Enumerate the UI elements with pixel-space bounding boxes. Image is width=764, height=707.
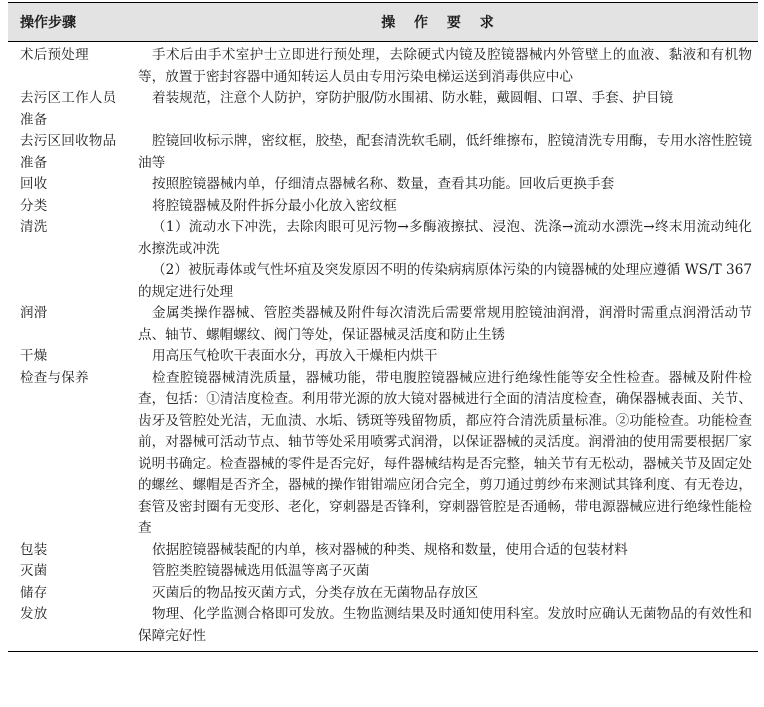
table-row <box>8 131 758 174</box>
table-row <box>8 217 758 303</box>
requirement-text: 依据腔镜器械装配的内单，核对器械的种类、规格和数量，使用合适的包装材料 <box>152 541 628 558</box>
requirement-text: 着装规范，注意个人防护，穿防护服/防水围裙、防水鞋，戴圆帽、口罩、手套、护目镜 <box>152 90 674 106</box>
requirement-text: 腔镜回收标示牌，密纹框，胶垫，配套清洗软毛刷，低纤维擦布，腔镜清洗专用酶，专用水溶性腔镜油等 <box>138 133 752 171</box>
requirement-text: 管腔类腔镜器械选用低温等离子灭菌 <box>152 563 370 579</box>
procedure-table-container <box>8 2 758 652</box>
step-name: 去污区回收物品准备 <box>20 133 117 171</box>
header-step: 操作步骤 <box>8 3 124 42</box>
step-requirement <box>124 583 758 605</box>
step-requirement <box>124 346 758 368</box>
step-name: 去污区工作人员准备 <box>20 90 117 128</box>
step-requirement <box>124 368 758 540</box>
table-row <box>8 346 758 368</box>
step-name: 包装 <box>20 541 48 558</box>
step-requirement <box>124 131 758 174</box>
requirement-text: 手术后由手术室护士立即进行预处理，去除硬式内镜及腔镜器械内外管壁上的血液、黏液和有机物等，放置于密封容器中通知转运人员由专用污染电梯运送到消毒供应中心 <box>138 47 752 85</box>
requirement-text: 物理、化学监测合格即可发放。生物监测结果及时通知使用科室。发放时应确认无菌物品的有效性和保障完好性 <box>138 606 752 644</box>
step-requirement <box>124 174 758 196</box>
step-requirement <box>124 88 758 131</box>
requirement-text: 检查腔镜器械清洗质量，器械功能，带电腹腔镜器械应进行绝缘性能等安全性检查。器械及附件检查，包括：①清洁度检查。利用带光源的放大镜对器械进行全面的清洁度检查，确保器械表面、关节、齿牙及管腔处光洁，无血渍、水垢、锈斑等残留物质，都应符合清洗质量标准。②功能检查。功能检查前，对器械可活动节点、轴节等处采用喷雾式润滑，以保证器械的灵活度。润滑油的使用需要根据厂家说明书确定。检查器械的零件是否完好，每件器械结构是否完整，轴关节有无松动，器械关节及固定处的螺丝、螺帽是否齐全，器械的操作钳钳端应闭合完全，剪刀通过剪纱布来测试其锋利度、有无卷边，套管及密封圈有无变形、老化，穿刺器是否锋利，穿刺器管腔是否通畅，带电源器械应进行绝缘性能检查 <box>138 369 752 536</box>
step-requirement <box>124 604 758 652</box>
table-row <box>8 583 758 605</box>
step-name: 检查与保养 <box>20 369 89 386</box>
step-requirement <box>124 196 758 218</box>
step-requirement <box>124 217 758 303</box>
requirement-text: （2）被朊毒体或气性坏疽及突发原因不明的传染病病原体污染的内镜器械的处理应遵循 WS/T 367 的规定进行处理 <box>138 262 752 300</box>
step-requirement <box>124 561 758 583</box>
procedure-table <box>8 2 758 652</box>
table-row <box>8 88 758 131</box>
table-row <box>8 604 758 652</box>
step-name: 灭菌 <box>20 563 48 579</box>
step-name: 回收 <box>20 176 48 192</box>
requirement-text: 金属类操作器械、管腔类器械及附件每次清洗后需要常规用腔镜油润滑，润滑时需重点润滑活动节点、轴节、螺帽螺纹、阀门等处，保证器械灵活度和防止生锈 <box>138 305 752 343</box>
step-name: 术后预处理 <box>20 47 89 63</box>
requirement-text: （1）流动水下冲洗，去除肉眼可见污物→多酶液擦拭、浸泡、洗涤→流动水漂洗→终末用流动纯化水擦洗或冲洗 <box>138 219 752 257</box>
step-name: 干燥 <box>20 348 48 364</box>
table-row <box>8 196 758 218</box>
requirement-text: 用高压气枪吹干表面水分，再放入干燥柜内烘干 <box>152 348 438 364</box>
table-header-row <box>8 3 758 42</box>
table-row <box>8 174 758 196</box>
step-name: 清洗 <box>20 219 48 235</box>
table-row <box>8 42 758 89</box>
header-requirement: 操 作 要 求 <box>124 3 758 42</box>
step-requirement <box>124 540 758 562</box>
step-requirement <box>124 42 758 89</box>
table-row <box>8 303 758 346</box>
table-row <box>8 561 758 583</box>
step-name: 润滑 <box>20 305 48 321</box>
requirement-text: 按照腔镜器械内单，仔细清点器械名称、数量，查看其功能。回收后更换手套 <box>152 176 615 192</box>
step-name: 发放 <box>8 604 124 652</box>
step-requirement <box>124 303 758 346</box>
requirement-text: 将腔镜器械及附件拆分最小化放入密纹框 <box>152 197 397 214</box>
table-row <box>8 368 758 540</box>
step-name: 储存 <box>20 584 48 601</box>
step-name: 分类 <box>20 197 48 214</box>
table-row <box>8 540 758 562</box>
requirement-text: 灭菌后的物品按灭菌方式，分类存放在无菌物品存放区 <box>152 584 479 601</box>
